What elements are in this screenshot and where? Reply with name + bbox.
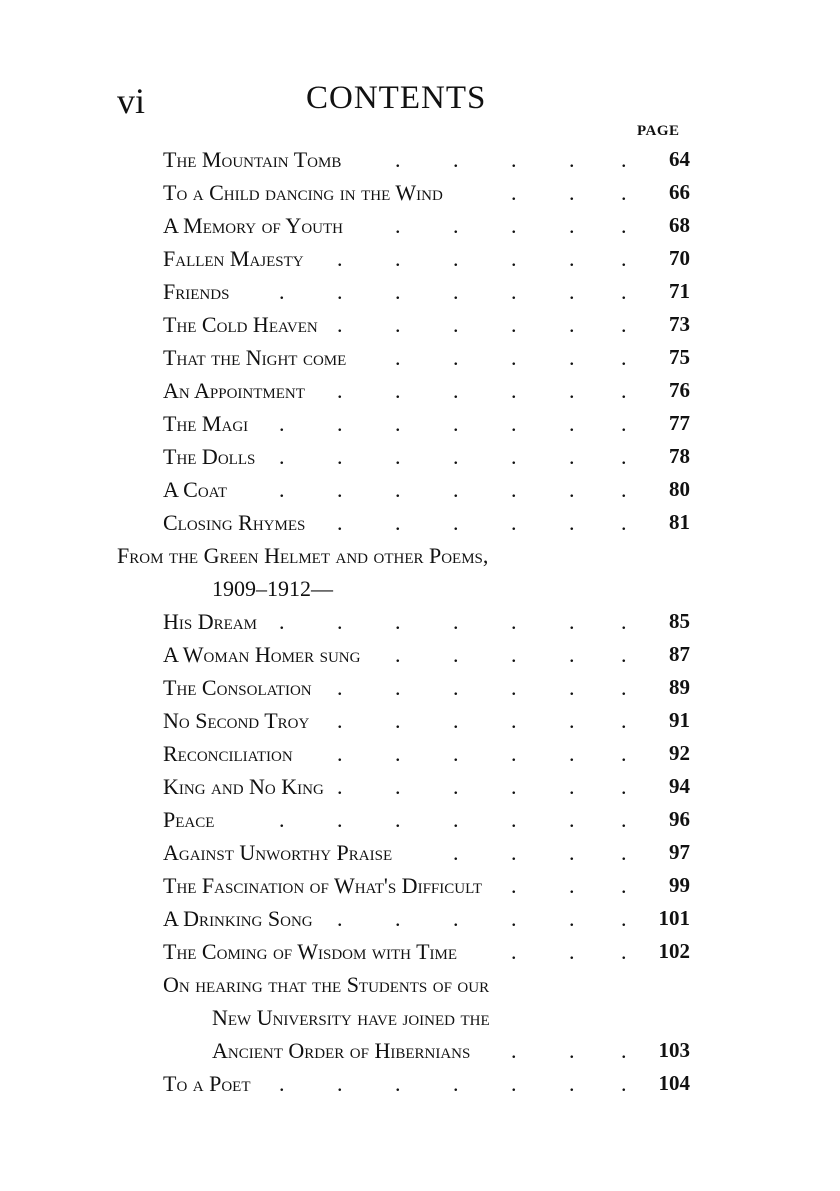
toc-entry-title: His Dream <box>163 609 257 634</box>
dot-leader: . . . . . <box>395 147 627 172</box>
toc-page-number: 76 <box>669 378 690 402</box>
toc-page-number: 89 <box>669 675 690 699</box>
dot-leader: . . . <box>511 873 627 898</box>
dot-leader: . . . . . . . <box>279 411 627 436</box>
toc-page-number: 92 <box>669 741 690 765</box>
toc-page-number: 81 <box>669 510 690 534</box>
dot-leader: . . . . <box>453 840 627 865</box>
toc-entry-title: Friends <box>163 279 230 304</box>
dot-leader: . . . . . . . <box>279 807 627 832</box>
dot-leader: . . . . . . . <box>279 444 627 469</box>
toc-page-number: 96 <box>669 807 690 831</box>
toc-page-number: 77 <box>669 411 690 435</box>
dot-leader: . . . . . . . <box>279 279 627 304</box>
toc-entry-title: An Appointment <box>163 378 305 403</box>
toc-entry-title: That the Night come <box>163 345 347 370</box>
dot-leader: . . . . . . <box>337 906 627 931</box>
toc-entry-title: The Magi <box>163 411 249 436</box>
toc-entry-title: A Drinking Song <box>163 906 313 931</box>
toc-entry <box>163 1067 690 1100</box>
toc-page-number: 103 <box>658 1038 690 1062</box>
dot-leader: . . . . . . <box>337 708 627 733</box>
dot-leader: . . . . . . <box>337 774 627 799</box>
toc-entry <box>163 143 690 176</box>
toc-page-number: 99 <box>669 873 690 897</box>
toc-entry <box>212 1001 690 1034</box>
toc-entry <box>212 1034 690 1067</box>
toc-page-number: 104 <box>658 1071 690 1095</box>
toc-entry-title: A Woman Homer sung <box>163 642 361 667</box>
toc-page-number: 94 <box>669 774 690 798</box>
toc-page-number: 70 <box>669 246 690 270</box>
dot-leader: . . . . . <box>395 213 627 238</box>
toc-page-number: 66 <box>669 180 690 204</box>
toc-entry <box>163 506 690 539</box>
toc-entry <box>163 605 690 638</box>
toc-entry <box>163 671 690 704</box>
toc-entry <box>163 902 690 935</box>
toc-page-number: 102 <box>658 939 690 963</box>
toc-entry-title: King and No King <box>163 774 324 799</box>
toc-entry-title: The Mountain Tomb <box>163 147 342 172</box>
toc-entry <box>163 242 690 275</box>
toc-entry-title: 1909–1912— <box>212 576 333 601</box>
dot-leader: . . . . . . <box>337 246 627 271</box>
dot-leader: . . . . . <box>395 345 627 370</box>
toc-entry <box>163 440 690 473</box>
section-heading <box>117 539 690 572</box>
toc-entry <box>163 935 690 968</box>
toc-entry-title: From the Green Helmet and other Poems, <box>117 543 489 568</box>
toc-entry <box>163 374 690 407</box>
toc-page-number: 64 <box>669 147 690 171</box>
toc-entry-title: The Dolls <box>163 444 256 469</box>
toc-entry <box>212 572 690 605</box>
toc-entry-title: The Coming of Wisdom with Time <box>163 939 458 964</box>
dot-leader: . . . . . . <box>337 675 627 700</box>
toc-entry <box>163 803 690 836</box>
dot-leader: . . . . . <box>395 642 627 667</box>
toc-entry <box>163 176 690 209</box>
toc-entry-title: The Consolation <box>163 675 312 700</box>
dot-leader: . . . <box>511 180 627 205</box>
toc-entry-title: Reconciliation <box>163 741 293 766</box>
toc-page-number: 97 <box>669 840 690 864</box>
toc-entry <box>163 836 690 869</box>
toc-entry-title: A Coat <box>163 477 228 502</box>
toc-entry <box>163 638 690 671</box>
toc-entry-title: To a Child dancing in the Wind <box>163 180 443 205</box>
toc-entry <box>163 704 690 737</box>
toc-entry <box>163 737 690 770</box>
toc-page-number: 101 <box>658 906 690 930</box>
toc-entry <box>163 770 690 803</box>
dot-leader: . . . . . . <box>337 741 627 766</box>
toc-page-number: 80 <box>669 477 690 501</box>
dot-leader: . . . . . . <box>337 312 627 337</box>
toc-entry <box>163 308 690 341</box>
toc-page-number: 75 <box>669 345 690 369</box>
page-column-label: PAGE <box>637 123 680 139</box>
dot-leader: . . . . . . <box>337 378 627 403</box>
toc-entry-title: A Memory of Youth <box>163 213 343 238</box>
page-title: CONTENTS <box>306 80 487 116</box>
toc-page-number: 78 <box>669 444 690 468</box>
toc-entry <box>163 407 690 440</box>
toc-entry-title: No Second Troy <box>163 708 310 733</box>
dot-leader: . . . <box>511 1038 627 1063</box>
toc-page-number: 68 <box>669 213 690 237</box>
toc-entry-title: Fallen Majesty <box>163 246 304 271</box>
toc-entry <box>163 968 690 1001</box>
toc-page-number: 85 <box>669 609 690 633</box>
toc-page-number: 91 <box>669 708 690 732</box>
toc-page-number: 71 <box>669 279 690 303</box>
dot-leader: . . . . . . . <box>279 477 627 502</box>
toc-entry <box>163 275 690 308</box>
toc-entry-title: Peace <box>163 807 215 832</box>
toc-page-number: 87 <box>669 642 690 666</box>
toc-entry-title: New University have joined the <box>212 1005 490 1030</box>
dot-leader: . . . <box>511 939 627 964</box>
toc-entry <box>163 869 690 902</box>
page-folio: vi <box>117 81 146 121</box>
toc-entry <box>163 341 690 374</box>
toc-entry-title: The Fascination of What's Difficult <box>163 873 483 898</box>
toc-entry-title: The Cold Heaven <box>163 312 318 337</box>
toc-entry-title: Closing Rhymes <box>163 510 306 535</box>
toc-entry-title: Against Unworthy Praise <box>163 840 393 865</box>
dot-leader: . . . . . . . <box>279 609 627 634</box>
toc-page-number: 73 <box>669 312 690 336</box>
toc-entry-title: Ancient Order of Hibernians <box>212 1038 471 1063</box>
dot-leader: . . . . . . <box>337 510 627 535</box>
toc-entry <box>163 209 690 242</box>
toc-entry-title: To a Poet <box>163 1071 251 1096</box>
toc-entry <box>163 473 690 506</box>
dot-leader: . . . . . . . <box>279 1071 627 1096</box>
toc-entry-title: On hearing that the Students of our <box>163 972 490 997</box>
